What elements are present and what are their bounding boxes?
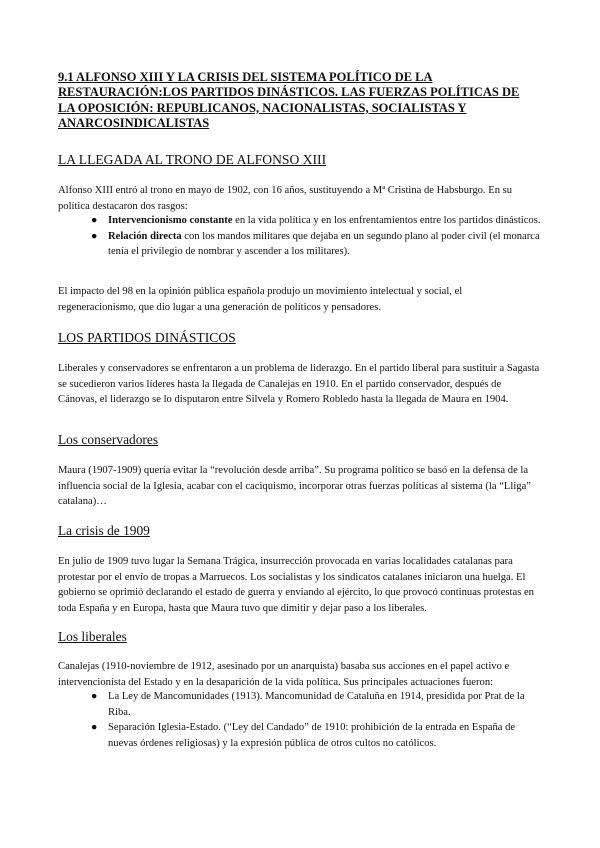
heading-llegada-al-trono: LA LLEGADA AL TRONO DE ALFONSO XIII [58,152,327,167]
bullet-text: en la vida política y en los enfrentamientos entre los partidos dinásticos. [232,215,541,226]
list-item [58,720,543,751]
bullet-text: con los mandos militares que dejaba en un segundo plano al poder civil (el monarca tenía el privilegio de nombrar y ascender a los militares). [108,230,540,257]
bullet-icon: ● [91,215,98,226]
heading-liberales: Los liberales [58,629,127,644]
list-item [58,689,543,720]
bullet-bold-text: Relación directa [108,230,182,242]
bullet-icon: ● [91,722,98,733]
paragraph-partidos-dinasticos: Liberales y conservadores se enfrentaron a un problema de liderazgo. En el partido liberal para sustituir a Sagasta se sucedieron varios líderes hasta la llegada de Canalejas en 1910. En el partido conservador, después de Cánovas, el liderazgo se lo disputaron entre Silvela y Romero Robledo hasta la llegada de Maura en 1904. [58,363,540,405]
bullet-icon: ● [91,691,98,702]
bullet-text: Separación Iglesia-Estado. (“Ley del Candado” de 1910: prohibición de la entrada en España de nuevas órdenes religiosas) y la expresión pública de otros cultos no católicos. [108,722,516,749]
paragraph-regeneracionismo: El impacto del 98 en la opinión pública española produjo un movimiento intelectual y social, el regeneracionismo, que dio lugar a una generación de políticos y pensadores. [58,286,463,313]
paragraph-crisis-1909: En julio de 1909 tuvo lugar la Semana Trágica, insurrección provocada en varias localidades catalanas para protestar por el envío de tropas a Marruecos. Los socialistas y los sindicatos catalanes iniciaron una huelga. El gobierno se oprimió declarando el estado de guerra y enviando al ejército, lo que provocó continuas protestas en toda España y en Europa, hasta que Maura tuvo que dimitir y dejar paso a los liberales. [58,556,534,614]
bullet-bold-text: Intervencionismo constante [108,215,233,226]
actuaciones-list [58,689,543,751]
heading-conservadores: Los conservadores [58,432,159,447]
bullet-text: La Ley de Mancomunidades (1913). Mancomunidad de Cataluña en 1914, presidida por Prat de la Riba. [108,691,525,718]
heading-partidos-dinasticos: LOS PARTIDOS DINÁSTICOS [58,330,236,345]
heading-crisis-1909: La crisis de 1909 [58,523,150,538]
rasgos-list [58,213,543,260]
paragraph-liberales: Canalejas (1910-noviembre de 1912, asesinado por un anarquista) basaba sus acciones en el papel activo e intervencionista del Estado y en la desaparición de la vida política. Sus principales actuaciones fueron: [58,661,510,688]
document-title: 9.1 ALFONSO XIII Y LA CRISIS DEL SISTEMA POLÍTICO DE LA RESTAURACIÓN:LOS PARTIDOS DINÁSTICOS. LAS FUERZAS POLÍTICAS DE LA OPOSICIÓN: REPUBLICANOS, NACIONALISTAS, SOCIALISTAS Y ANARCOSINDICALISTAS [58,70,520,131]
bullet-icon: ● [91,230,98,242]
list-item [58,213,543,229]
list-item [58,229,543,260]
paragraph-conservadores: Maura (1907-1909) quería evitar la “revolución desde arriba”. Su programa político se basó en la defensa de la influencia social de la Iglesia, acabar con el caciquismo, incorporar otras fuerzas políticas al sistema (la “Lliga” catalana)… [58,465,531,507]
paragraph-alfonso-intro: Alfonso XIII entró al trono en mayo de 1902, con 16 años, sustituyendo a Mª Cristina de Habsburgo. En su política destacaron dos rasgos: [58,185,513,212]
